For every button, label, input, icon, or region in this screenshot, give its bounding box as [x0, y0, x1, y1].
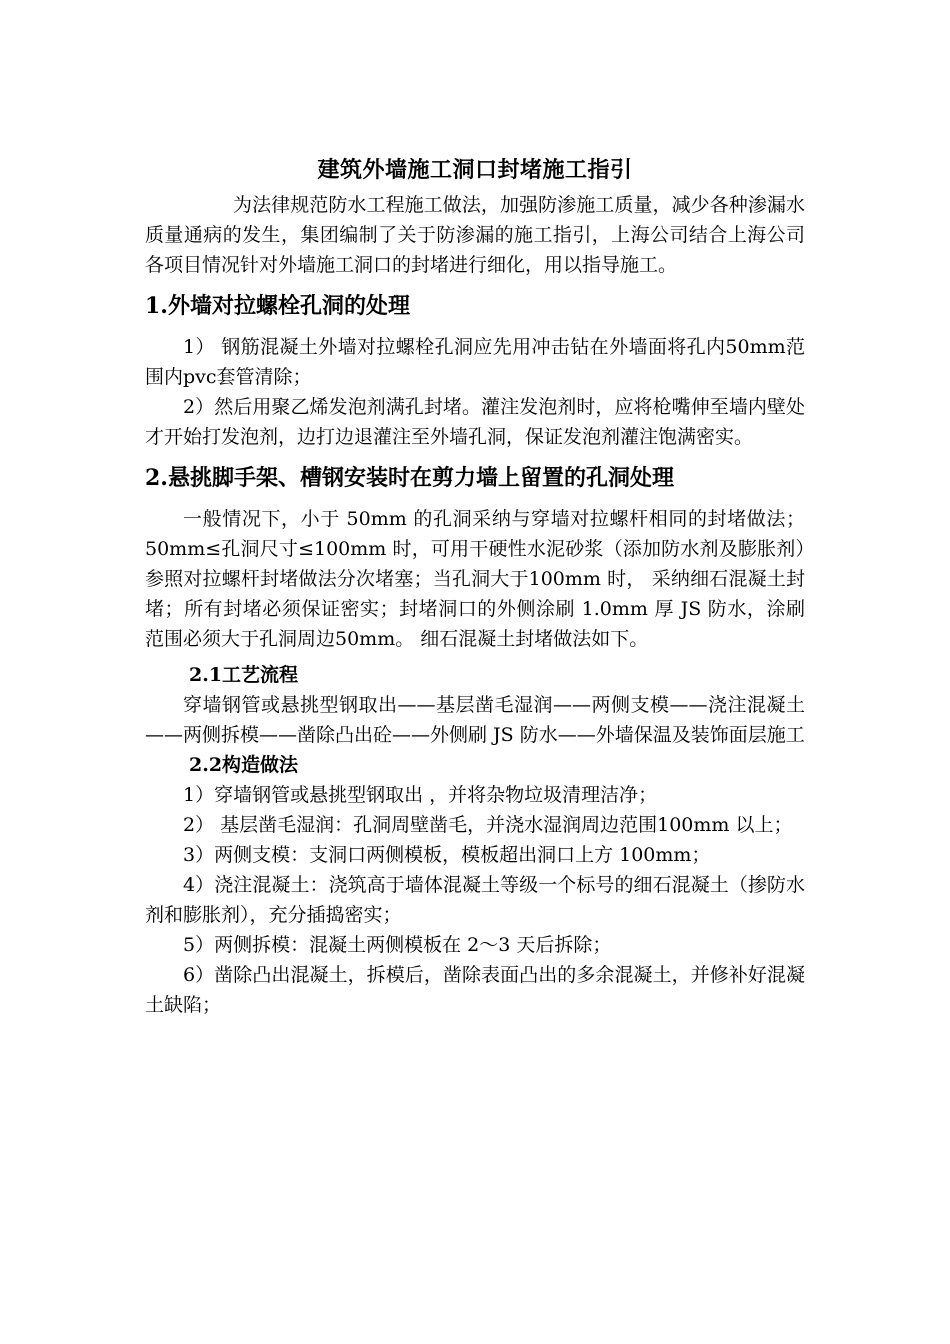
document-page	[145, 150, 805, 1020]
section-1-heading: 1.外墙对拉螺栓孔洞的处理	[145, 293, 410, 319]
document-title: 建筑外墙施工洞口封堵施工指引	[317, 157, 633, 183]
section-2-heading: 2.悬挑脚手架、槽钢安装时在剪力墙上留置的孔洞处理	[145, 465, 674, 491]
section-2-2-item-1: 1）穿墙钢管或悬挑型钢取出 ，并将杂物垃圾清理洁净；	[183, 784, 658, 806]
section-1-item-1: 1） 钢筋混凝土外墙对拉螺栓孔洞应先用冲击钻在外墙面将孔内50mm范围内pvc套管清除；	[145, 336, 805, 388]
section-2-2-item-4: 4）浇注混凝土：浇筑高于墙体混凝土等级一个标号的细石混凝土（掺防水剂和膨胀剂），充分插捣密实；	[145, 874, 805, 926]
section-2-1-body: 穿墙钢管或悬挑型钢取出——基层凿毛湿润——两侧支模——浇注混凝土——两侧拆模——凿除凸出砼——外侧刷 JS 防水——外墙保温及装饰面层施工	[145, 694, 805, 746]
section-2-2-item-5: 5）两侧拆模：混凝土两侧模板在 2～3 天后拆除；	[183, 934, 612, 956]
section-2-2-item-3: 3）两侧支模：支洞口两侧模板，模板超出洞口上方 100mm；	[183, 844, 711, 866]
section-2-2-heading: 2.2构造做法	[189, 754, 299, 776]
section-2-2-item-2: 2） 基层凿毛湿润：孔洞周壁凿毛，并浇水湿润周边范围100mm 以上；	[183, 814, 793, 836]
section-2-1-heading: 2.1工艺流程	[189, 664, 299, 686]
intro-paragraph: 为法律规范防水工程施工做法，加强防渗施工质量，减少各种渗漏水质量通病的发生，集团编制了关于防渗漏的施工指引，上海公司结合上海公司各项目情况针对外墙施工洞口的封堵进行细化，用以指导施工。	[145, 194, 805, 276]
section-2-2-item-6: 6）凿除凸出混凝土，拆模后，凿除表面凸出的多余混凝土，并修补好混凝土缺陷；	[145, 964, 805, 1016]
section-1-item-2: 2）然后用聚乙烯发泡剂满孔封堵。灌注发泡剂时，应将枪嘴伸至墙内壁处才开始打发泡剂，边打边退灌注至外墙孔洞，保证发泡剂灌注饱满密实。	[145, 396, 805, 448]
section-2-body: 一般情况下，小于 50mm 的孔洞采纳与穿墙对拉螺杆相同的封堵做法；50mm≤孔洞尺寸≤100mm 时，可用干硬性水泥砂浆（添加防水剂及膨胀剂）参照对拉螺杆封堵做法分次堵塞；当孔洞大于100mm 时， 采纳细石混凝土封堵；所有封堵必须保证密实；封堵洞口的外侧涂刷 1.0mm 厚 JS 防水，涂刷范围必须大于孔洞周边50mm。 细石混凝土封堵做法如下。	[145, 508, 805, 650]
